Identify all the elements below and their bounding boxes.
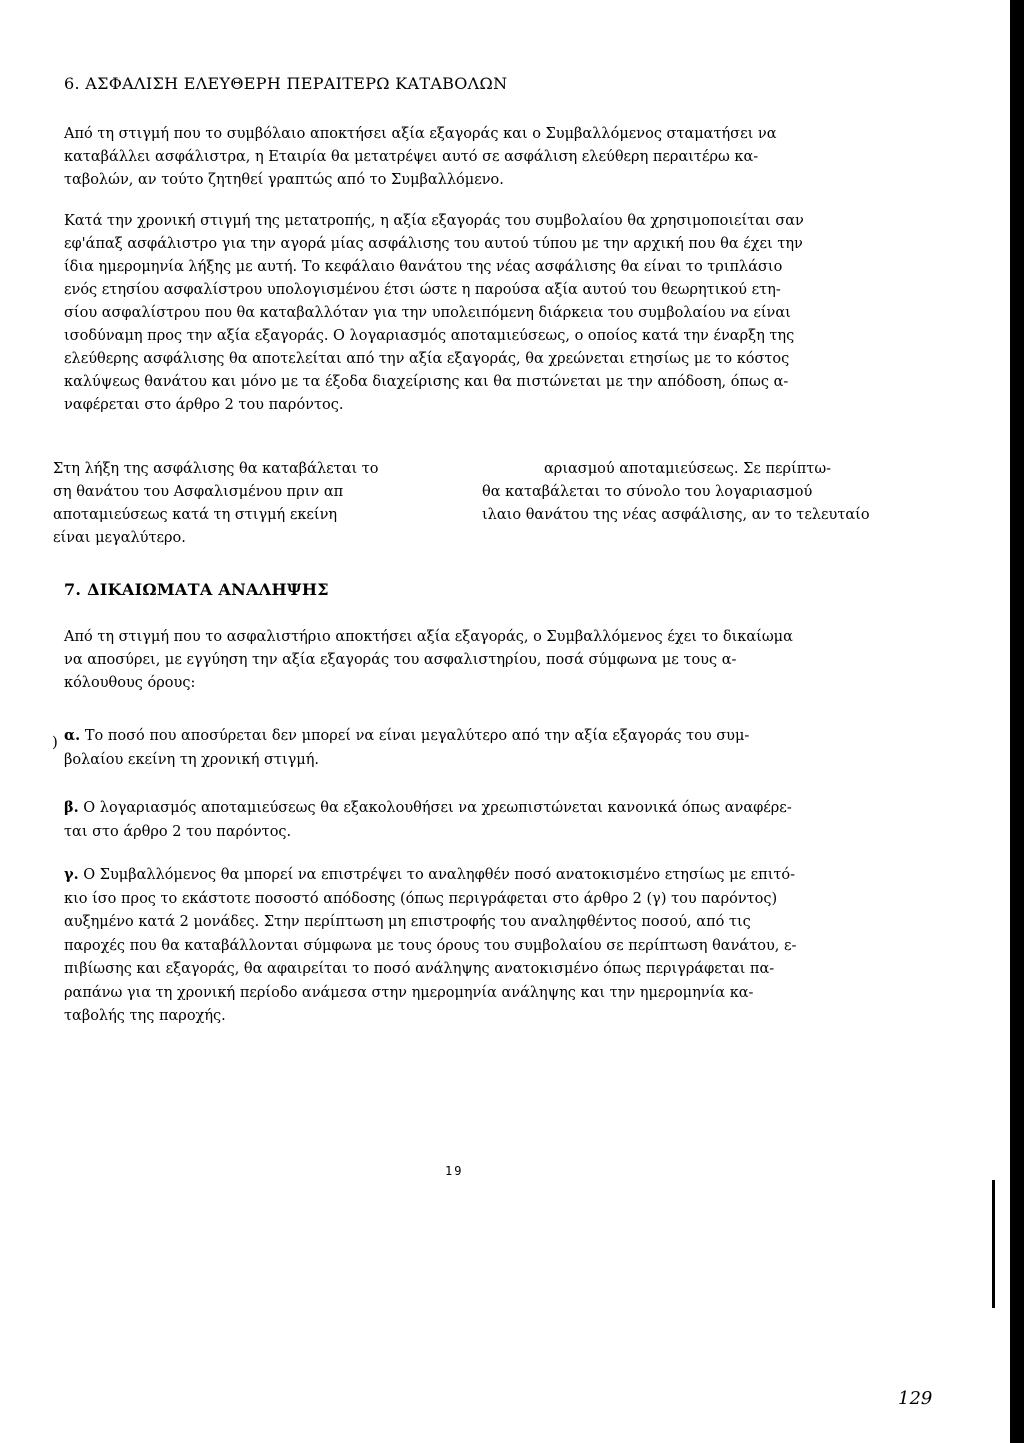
text-line: ισοδύναμη προς την αξία εξαγοράς. Ο λογαριασμός αποταμιεύσεως, ο οποίος κατά την έναρξη της — [64, 328, 795, 344]
text-line: πιβίωσης και εξαγοράς, θα αφαιρείται το ποσό ανάληψης ανατοκισμένο όπως περιγράφεται πα- — [64, 961, 775, 977]
list-item-beta — [64, 796, 872, 844]
text-line: Ο Συμβαλλόμενος θα μπορεί να επιστρέψει το αναληφθέν ποσό ανατοκισμένο ετησίως με επιτό- — [83, 867, 796, 883]
page-number: 19 — [445, 1164, 464, 1178]
text-line: κόλουθους όρους: — [64, 675, 196, 691]
text-line: καλύψεως θανάτου και μόνο με τα έξοδα διαχείρισης και θα πιστώνεται με την απόδοση, όπως α- — [64, 374, 789, 390]
text-line: ραπάνω για τη χρονική περίοδο ανάμεσα στην ημερομηνία ανάληψης και την ημερομηνία κα- — [64, 984, 754, 1001]
text-line: ση θανάτου του Ασφαλισμένου πριν απ — [53, 484, 344, 500]
section-6-paragraph-1 — [64, 123, 872, 192]
text-line: καταβάλλει ασφάλιστρα, η Εταιρία θα μετατρέψει αυτό σε ασφάλιση ελεύθερη περαιτέρω κα- — [64, 149, 759, 165]
text-line: να αποσύρει, με εγγύηση την αξία εξαγοράς του ασφαλιστηρίου, ποσά σύμφωνα με τους α- — [64, 652, 737, 668]
text-line: εφ'άπαξ ασφάλιστρο για την αγορά μίας ασφάλισης του αυτού τύπου με την αρχική που θα έχει την — [64, 236, 803, 252]
text-line: αυξημένο κατά 2 μονάδες. Στην περίπτωση μη επιστροφής του αναληφθέντος ποσού, από τις — [64, 914, 751, 930]
list-marker: β. — [64, 799, 79, 816]
text-line: παροχές που θα καταβάλλονται σύμφωνα με τους όρους του συμβολαίου σε περίπτωση θανάτου, ε- — [64, 937, 797, 954]
text-line: ίδια ημερομηνία λήξης με αυτή. Το κεφάλαιο θανάτου της νέας ασφάλισης θα είναι το τριπλάσιο — [64, 259, 783, 275]
text-line: Ο λογαριασμός αποταμιεύσεως θα εξακολουθήσει να χρεωπιστώνεται κανονικά όπως αναφέρε- — [83, 800, 792, 816]
text-line: ναφέρεται στο άρθρο 2 του παρόντος. — [64, 397, 344, 413]
text-line: κιο ίσο προς το εκάστοτε ποσοστό απόδοσης (όπως περιγράφεται στο άρθρο 2 (γ) του παρόντος) — [64, 890, 778, 907]
text-line: σίου ασφαλίστρου που θα καταβαλλόταν για την υπολειπόμενη διάρκεια του συμβολαίου να είναι — [64, 305, 791, 321]
text-line: ενός ετησίου ασφαλίστρου υπολογισμένου έτσι ώστε η παρούσα αξία αυτού του θεωρητικού ετη- — [64, 282, 781, 298]
text-line: Από τη στιγμή που το ασφαλιστήριο αποκτήσει αξία εξαγοράς, ο Συμβαλλόμενος έχει το δικαίωμα — [64, 629, 793, 645]
text-line: Στη λήξη της ασφάλισης θα καταβάλεται το — [53, 461, 379, 477]
text-line: αποταμιεύσεως κατά τη στιγμή εκείνη — [53, 507, 338, 523]
list-marker: γ. — [64, 866, 79, 883]
text-line: Κατά την χρονική στιγμή της μετατροπής, η αξία εξαγοράς του συμβολαίου θα χρησιμοποιείται σαν — [64, 213, 804, 229]
list-marker: α. — [64, 727, 81, 744]
text-line: Το ποσό που αποσύρεται δεν μπορεί να είναι μεγαλύτερο από την αξία εξαγοράς του συμ- — [84, 728, 750, 744]
vertical-rule — [992, 1180, 995, 1308]
section-6-paragraph-2 — [64, 210, 872, 417]
text-line: αριασμού αποταμιεύσεως. Σε περίπτω- — [544, 461, 832, 477]
text-line: ιλαιο θανάτου της νέας ασφάλισης, αν το τελευταίο — [482, 507, 870, 523]
text-line: θα καταβάλεται το σύνολο του λογαριασμού — [482, 484, 813, 500]
section-6-right-column — [482, 458, 870, 527]
text-line: είναι μεγαλύτερο. — [53, 530, 186, 546]
text-line: ταβολών, αν τούτο ζητηθεί γραπτώς από το Συμβαλλόμενο. — [64, 172, 504, 188]
text-line: ταβολής της παροχής. — [64, 1008, 226, 1024]
section-6-heading: 6. ΑΣΦΑΛΙΣΗ ΕΛΕΥΘΕΡΗ ΠΕΡΑΙΤΕΡΩ ΚΑΤΑΒΟΛΩΝ — [64, 74, 508, 93]
text-line: βολαίου εκείνη τη χρονική στιγμή. — [64, 751, 320, 768]
list-item-gamma — [64, 863, 872, 1029]
text-line: ελεύθερης ασφάλισης θα αποτελείται από την αξία εξαγοράς, θα χρεώνεται ετησίως με το κόστος — [64, 351, 790, 367]
section-6-left-column — [53, 458, 379, 550]
text-line: Από τη στιγμή που το συμβόλαιο αποκτήσει αξία εξαγοράς και ο Συμβαλλόμενος σταματήσει να — [64, 126, 777, 142]
bracket-mark: ) — [52, 733, 58, 751]
section-7-heading: 7. ΔΙΚΑΙΩΜΑΤΑ ΑΝΑΛΗΨΗΣ — [64, 580, 329, 599]
handwritten-page-number: 129 — [898, 1388, 933, 1409]
list-item-alpha — [64, 724, 872, 772]
text-line: ται στο άρθρο 2 του παρόντος. — [64, 823, 292, 840]
section-7-intro — [64, 626, 872, 695]
